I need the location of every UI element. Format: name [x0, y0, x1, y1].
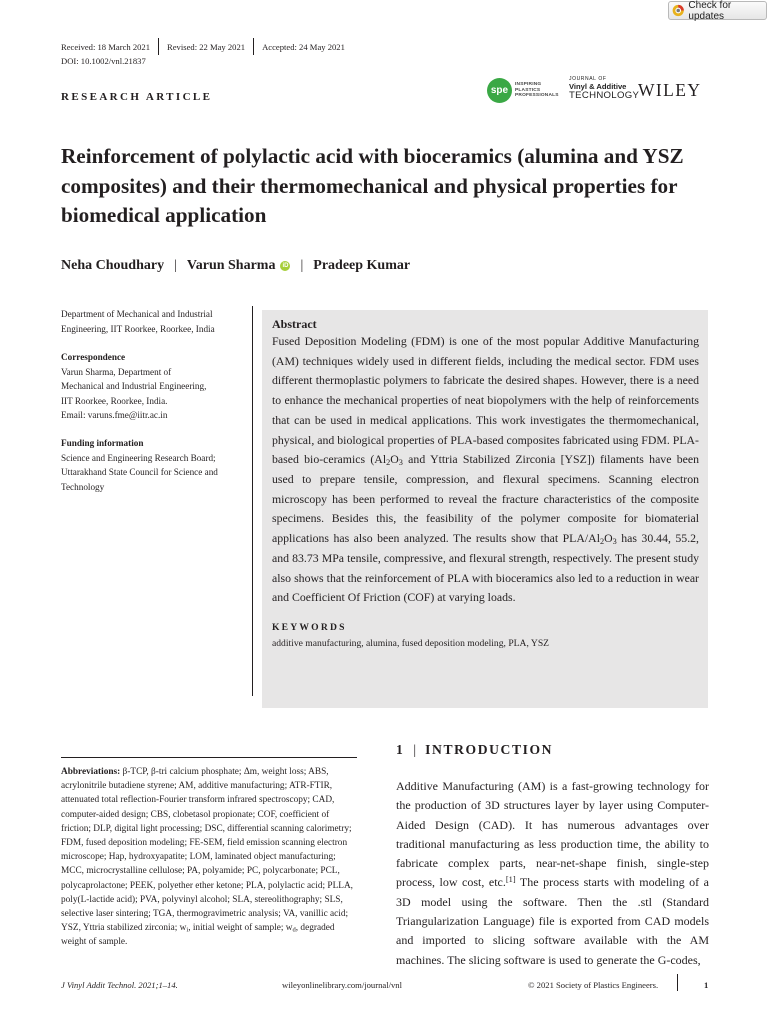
funding-block	[61, 436, 251, 494]
article-title: Reinforcement of polylactic acid with bioceramics (alumina and YSZ composites) and their thermomechanical and physical properties for biomedical application	[61, 144, 684, 227]
divider	[158, 38, 159, 55]
check-for-updates-button[interactable]	[668, 1, 767, 20]
author-name[interactable]: Pradeep Kumar	[313, 258, 411, 273]
footnote-rule	[61, 757, 357, 758]
keywords-list: additive manufacturing, alumina, fused deposition modeling, PLA, YSZ	[272, 638, 550, 650]
spe-badge-icon: spe	[487, 78, 512, 103]
abstract-heading: Abstract	[272, 317, 317, 331]
journal-logo: JOURNAL OF Vinyl & Additive TECHNOLOGY	[569, 76, 640, 101]
citation-link[interactable]: [1]	[505, 875, 516, 885]
abstract-box	[262, 310, 708, 708]
author-list	[61, 258, 410, 274]
publisher-logo: WILEY	[638, 80, 702, 100]
article-dates	[61, 38, 345, 55]
accepted-date: Accepted: 24 May 2021	[262, 41, 345, 52]
funding-line: Technology	[61, 481, 105, 492]
footer-copyright: © 2021 Society of Plastics Engineers.	[528, 980, 659, 990]
correspondence-line: Mechanical and Industrial Engineering,	[61, 381, 207, 392]
keywords-heading: KEYWORDS	[272, 622, 347, 634]
correspondence-email[interactable]: Email: varuns.fme@iitr.ac.in	[61, 410, 168, 421]
section-number: 1	[396, 742, 405, 757]
divider	[253, 38, 254, 55]
abbreviations-note: Abbreviations: β-TCP, β-tri calcium phosphate; Δm, weight loss; ABS, acrylonitrile butadiene styrene; AM, additive manufacturing; ATR-FTIR, attenuated total reflection-Fourier transform infrared spectroscopy; CAD, computer-aided design; CBS, clobetasol propionate; COF, coefficient of friction; DLP, digital light processing; DSC, differential scanning calorimetry; FDM, fused deposition modeling; FE-SEM, field emission scanning electron microscope; Hap, hydroxyapatite; LOM, laminated object manufacturing; MCC, microcrystalline cellulose; PA, polyamide; PC, polycarbonate; PCL, polycaprolactone; PEEK, polyether ether ketone; PLA, polylactic acid; PLLA, poly(L-lactide acid); PVA, polyvinyl alcohol; SLA, stereolithography; SLS, selective laser sintering; TGA, thermogravimetric analysis; VA, vanillic acid; YSZ, Yttria stabilized zirconia; $w_i$, initial weight of sample; $w_d$, degraded weight of sample.	[61, 767, 353, 948]
spe-logo-text: INSPIRING PLASTICS PROFESSIONALS	[515, 82, 559, 99]
correspondence-line: IIT Roorkee, Roorkee, India.	[61, 395, 168, 406]
revised-date: Revised: 22 May 2021	[167, 41, 246, 52]
section-title: INTRODUCTION	[425, 742, 554, 757]
funding-heading: Funding information	[61, 438, 144, 448]
correspondence-line: Varun Sharma, Department of	[61, 366, 172, 377]
check-updates-label: Check for updates	[688, 0, 732, 22]
abstract-text: Fused Deposition Modeling (FDM) is one of the most popular Additive Manufacturing (AM) techniques widely used in different fields, including the medical sector. FDM uses different thermoplastic polymers to fabricate the desired shapes. However, there is a need to enhance the mechanical properties of neat biopolymers with the help of reinforcements that can be used in medical applications. This work investigates the thermomechanical, physical, and biological properties of PLA-based composites fabricated using FDM. PLA-based bio-ceramics ($Al_2O_3$ and Yttria Stabilized Zirconia [YSZ]) filaments have been used to prepare tensile, compression, and flexural specimens. Scanning electron microscopy has been performed to reveal the fracture characteristics of the composite specimens. Besides this, the feasibility of the polymer composite for biomaterial applications has also been analyzed. The results show that PLA/$Al_2O_3$ has 30.44, 55.2, and 83.73 MPa tensile, compressive, and flexural strength, respectively. The present study also shows that the reinforcement of PLA with bioceramics also led to a reduction in wear and Coefficient Of Friction (COF) at varying loads.	[272, 334, 700, 605]
author-name[interactable]: Varun Sharma	[186, 258, 276, 273]
author-name[interactable]: Neha Choudhary	[61, 258, 165, 273]
author-separator: |	[174, 258, 177, 273]
footer-divider	[677, 974, 678, 991]
abbreviations-label: Abbreviations:	[61, 767, 121, 777]
funding-line: Uttarakhand State Council for Science and	[61, 467, 218, 478]
page-number: 1	[704, 980, 709, 990]
footer-url[interactable]: wileyonlinelibrary.com/journal/vnl	[282, 980, 402, 990]
affiliation: Department of Mechanical and Industrial Engineering, IIT Roorkee, Roorkee, India	[61, 309, 215, 334]
author-separator: |	[300, 258, 304, 273]
column-divider	[252, 306, 253, 696]
introduction-text: Additive Manufacturing (AM) is a fast-growing technology for the production of 3D structures layer by layer using Computer-Aided Design (CAD). It has numerous advantages over traditional manufacturing as less production time, the ability to fabricate complex parts, near-net-shape finish, single-step process, low cost, etc.[1] The process starts with modeling of a 3D model using the software. Then the .stl (Standard Triangularization Language) file is exported from CAD models and imported to slicing software available with the AM machines. The slicing software is used to generate the G-codes,	[396, 779, 709, 967]
correspondence-block	[61, 350, 251, 423]
orcid-icon[interactable]: iD	[282, 263, 289, 269]
article-type-label: RESEARCH ARTICLE	[61, 91, 213, 103]
correspondence-heading: Correspondence	[61, 352, 126, 362]
spe-logo	[487, 78, 559, 103]
received-date: Received: 18 March 2021	[61, 41, 151, 52]
funding-line: Science and Engineering Research Board;	[61, 452, 216, 463]
doi-link[interactable]: DOI: 10.1002/vnl.21837	[61, 56, 146, 66]
section-heading-introduction: 1 | INTRODUCTION	[396, 742, 554, 757]
footer-journal: J Vinyl Addit Technol. 2021;1–14.	[61, 980, 178, 990]
check-updates-icon	[672, 4, 684, 17]
